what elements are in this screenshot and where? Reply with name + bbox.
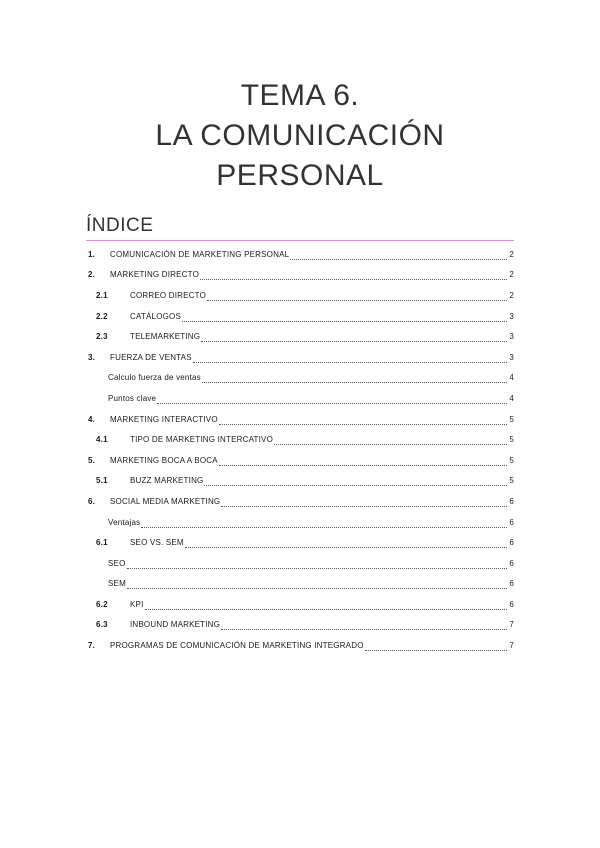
toc-entry-number: 7. xyxy=(88,641,96,651)
toc-dot-leader xyxy=(219,416,507,425)
title-line-1: TEMA 6. xyxy=(240,79,360,112)
toc-dot-leader xyxy=(365,642,507,651)
toc-entry-number: 6. xyxy=(88,496,96,506)
toc-entry-page-number: 3 xyxy=(509,352,514,362)
document-title xyxy=(0,76,600,196)
toc-entry-page-number: 5 xyxy=(509,455,514,465)
toc-dot-leader xyxy=(221,621,507,630)
toc-entry-number: 2. xyxy=(88,270,96,280)
toc-entry-title: SEM xyxy=(108,579,126,589)
toc-entry[interactable] xyxy=(86,615,514,636)
toc-entry-title: Ventajas xyxy=(108,517,141,527)
toc-entry[interactable] xyxy=(86,491,514,512)
toc-entry[interactable] xyxy=(86,265,514,286)
toc-dot-leader xyxy=(290,251,507,260)
toc-entry-title: Calculo fuerza de ventas xyxy=(108,373,201,383)
toc-entry[interactable] xyxy=(86,574,514,595)
toc-entry[interactable] xyxy=(86,471,514,492)
toc-dot-leader xyxy=(207,292,507,301)
toc-dot-leader xyxy=(274,436,507,445)
toc-entry-page-number: 5 xyxy=(509,435,514,445)
table-of-contents xyxy=(86,244,514,656)
toc-entry-number: 6.2 xyxy=(96,599,108,609)
toc-entry[interactable] xyxy=(86,594,514,615)
toc-dot-leader xyxy=(157,395,507,404)
toc-entry-title: MARKETING BOCA A BOCA xyxy=(110,455,218,465)
title-line-3: PERSONAL xyxy=(216,159,384,192)
toc-entry[interactable] xyxy=(86,532,514,553)
toc-entry-title: SOCIAL MEDIA MARKETING xyxy=(110,496,221,506)
title-line-2: LA COMUNICACIÓN xyxy=(155,119,445,152)
toc-entry-page-number: 6 xyxy=(509,496,514,506)
toc-dot-leader xyxy=(221,498,507,507)
toc-entry-title: TIPO DE MARKETING INTERCATIVO xyxy=(130,435,273,445)
toc-entry-number: 6.1 xyxy=(96,538,108,548)
toc-entry-number: 2.1 xyxy=(96,290,108,300)
toc-entry[interactable] xyxy=(86,368,514,389)
toc-entry-page-number: 7 xyxy=(509,620,514,630)
toc-entry-page-number: 4 xyxy=(509,373,514,383)
toc-entry-title: MARKETING INTERACTIVO xyxy=(110,414,218,424)
toc-entry-title: TELEMARKETING xyxy=(130,332,201,342)
toc-entry-page-number: 3 xyxy=(509,311,514,321)
toc-entry-page-number: 2 xyxy=(509,290,514,300)
toc-dot-leader xyxy=(193,354,507,363)
toc-entry-page-number: 4 xyxy=(509,393,514,403)
toc-entry-page-number: 7 xyxy=(509,641,514,651)
toc-dot-leader xyxy=(127,560,508,569)
toc-entry[interactable] xyxy=(86,429,514,450)
toc-entry-title: MARKETING DIRECTO xyxy=(110,270,200,280)
toc-entry-number: 2.2 xyxy=(96,311,108,321)
toc-entry[interactable] xyxy=(86,388,514,409)
toc-entry-page-number: 3 xyxy=(509,332,514,342)
toc-entry[interactable] xyxy=(86,347,514,368)
toc-entry[interactable] xyxy=(86,244,514,265)
toc-entry-title: BUZZ MARKETING xyxy=(130,476,204,486)
toc-entry-title: Puntos clave xyxy=(108,393,157,403)
toc-entry-page-number: 6 xyxy=(509,579,514,589)
toc-dot-leader xyxy=(204,477,507,486)
toc-entry[interactable] xyxy=(86,306,514,327)
index-divider xyxy=(86,240,514,241)
toc-entry-title: CATÁLOGOS xyxy=(130,311,181,321)
toc-entry-number: 1. xyxy=(88,249,96,259)
toc-entry-number: 4.1 xyxy=(96,435,108,445)
toc-entry-page-number: 6 xyxy=(509,517,514,527)
toc-dot-leader xyxy=(145,601,508,610)
toc-entry[interactable] xyxy=(86,326,514,347)
toc-entry-page-number: 6 xyxy=(509,538,514,548)
toc-entry-page-number: 5 xyxy=(509,414,514,424)
toc-entry[interactable] xyxy=(86,553,514,574)
toc-entry-title: FUERZA DE VENTAS xyxy=(110,352,192,362)
toc-entry-page-number: 5 xyxy=(509,476,514,486)
toc-entry-title: INBOUND MARKETING xyxy=(130,620,221,630)
toc-dot-leader xyxy=(127,580,507,589)
toc-dot-leader xyxy=(182,313,507,322)
toc-entry-title: PROGRAMAS DE COMUNICACIÓN DE MARKETING INTEGRADO xyxy=(110,641,364,651)
toc-entry-title: SEO VS. SEM xyxy=(130,538,184,548)
toc-entry-title: KPI xyxy=(130,599,144,609)
toc-dot-leader xyxy=(202,374,507,383)
toc-entry-title: COMUNICACIÓN DE MARKETING PERSONAL xyxy=(110,249,290,259)
toc-dot-leader xyxy=(200,271,507,280)
toc-entry-number: 6.3 xyxy=(96,620,108,630)
toc-entry-number: 5.1 xyxy=(96,476,108,486)
toc-entry-title: SEO xyxy=(108,558,126,568)
toc-entry-title: CORREO DIRECTO xyxy=(130,290,206,300)
toc-entry[interactable] xyxy=(86,512,514,533)
toc-dot-leader xyxy=(141,519,507,528)
toc-entry-page-number: 2 xyxy=(509,249,514,259)
index-heading: ÍNDICE xyxy=(86,215,154,236)
toc-entry[interactable] xyxy=(86,285,514,306)
toc-entry[interactable] xyxy=(86,635,514,656)
toc-entry-page-number: 6 xyxy=(509,599,514,609)
toc-entry-page-number: 6 xyxy=(509,558,514,568)
toc-entry-number: 5. xyxy=(88,455,96,465)
toc-entry-number: 4. xyxy=(88,414,96,424)
toc-entry-page-number: 2 xyxy=(509,270,514,280)
toc-entry-number: 2.3 xyxy=(96,332,108,342)
toc-dot-leader xyxy=(201,333,507,342)
toc-entry-number: 3. xyxy=(88,352,96,362)
toc-entry[interactable] xyxy=(86,450,514,471)
toc-dot-leader xyxy=(185,539,507,548)
toc-entry[interactable] xyxy=(86,409,514,430)
toc-dot-leader xyxy=(219,457,507,466)
